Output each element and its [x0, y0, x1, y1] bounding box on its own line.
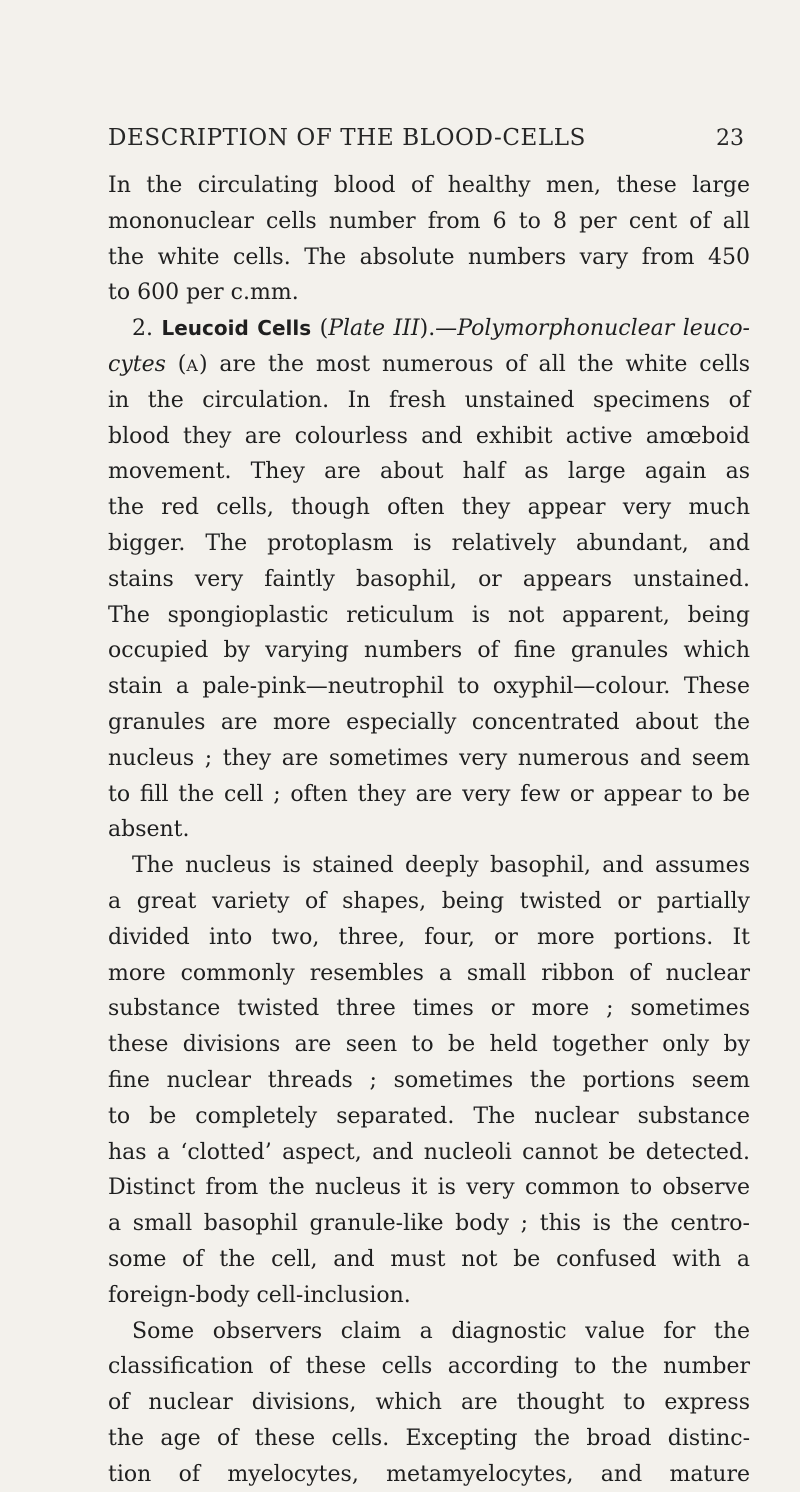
- section-heading-line: [108, 311, 750, 347]
- text-line: the white cells. The absolute numbers vary from 450: [108, 244, 750, 270]
- section-title: Leucoid Cells: [161, 316, 312, 341]
- text-line: classification of these cells according to the number: [108, 1354, 750, 1380]
- text-line: absent.: [108, 817, 190, 843]
- text-line: a small basophil granule-like body ; this is the centro-: [108, 1211, 750, 1237]
- text-line: In the circulating blood of healthy men, these large: [108, 173, 750, 198]
- text-line: nucleus ; they are sometimes very numerous and seem: [108, 745, 750, 771]
- figure-label: A: [186, 355, 199, 375]
- body-text: [108, 168, 750, 1492]
- text-line: The nucleus is stained deeply basophil, and assumes: [132, 853, 750, 879]
- text-line: the red cells, though often they appear very much: [108, 495, 750, 521]
- label-paren-open: (: [165, 351, 187, 377]
- text-line: movement. They are about half as large again as: [108, 459, 750, 485]
- text-line: stains very faintly basophil, or appears unstained.: [108, 566, 750, 592]
- page-header: [108, 118, 744, 158]
- text-line: to fill the cell ; often they are very few or appear to be: [108, 781, 750, 807]
- plate-paren-open: (: [311, 316, 329, 342]
- text-line: granules are more especially concentrated about the: [108, 709, 750, 735]
- cell-type-name-cont: cytes: [108, 351, 166, 377]
- text-line: Distinct from the nucleus it is very common to observe: [108, 1175, 750, 1201]
- text-line: has a ‘clotted’ aspect, and nucleoli cannot be detected.: [108, 1139, 750, 1165]
- cell-type-name: Polymorphonuclear leuco-: [457, 316, 750, 342]
- plate-reference: Plate III: [328, 316, 420, 342]
- text-line: divided into two, three, four, or more portions. It: [108, 924, 750, 950]
- text-line: some of the cell, and must not be confused with a: [108, 1246, 750, 1272]
- text-line: occupied by varying numbers of fine granules which: [108, 638, 750, 664]
- text-line: the age of these cells. Excepting the broad distinc-: [108, 1425, 750, 1451]
- running-head: DESCRIPTION OF THE BLOOD-CELLS: [108, 125, 587, 151]
- text-line: substance twisted three times or more ; sometimes: [108, 996, 750, 1022]
- plate-paren-close: ).—: [419, 316, 458, 342]
- text-line: mononuclear cells number from 6 to 8 per cent of all: [108, 208, 750, 234]
- text-line: foreign-body cell-inclusion.: [108, 1282, 411, 1308]
- text-line: [108, 347, 750, 383]
- text-line: to be completely separated. The nuclear substance: [108, 1103, 750, 1129]
- text-line: tion of myelocytes, metamyelocytes, and mature: [108, 1461, 750, 1487]
- text-line: blood they are colourless and exhibit active amœboid: [108, 423, 750, 449]
- text-line: to 600 per c.mm.: [108, 280, 299, 306]
- page-number: 23: [716, 125, 744, 151]
- text-line: more commonly resembles a small ribbon of nuclear: [108, 960, 750, 986]
- text-line: these divisions are seen to be held together only by: [108, 1032, 750, 1058]
- text-line: of nuclear divisions, which are thought to express: [108, 1390, 750, 1416]
- text-line: in the circulation. In fresh unstained specimens of: [108, 387, 750, 413]
- text-line: Some observers claim a diagnostic value for the: [132, 1318, 750, 1344]
- text-line: stain a pale-pink—neutrophil to oxyphil—colour. These: [108, 674, 750, 700]
- text-line: fine nuclear threads ; sometimes the portions seem: [108, 1067, 750, 1093]
- line-rest: are the most numerous of all the white cells: [207, 351, 750, 377]
- label-paren-close: ): [198, 351, 208, 377]
- section-number: 2.: [132, 316, 153, 342]
- text-line: a great variety of shapes, being twisted or partially: [108, 888, 750, 914]
- text-line: The spongioplastic reticulum is not apparent, being: [108, 602, 750, 628]
- text-line: bigger. The protoplasm is relatively abundant, and: [108, 530, 750, 556]
